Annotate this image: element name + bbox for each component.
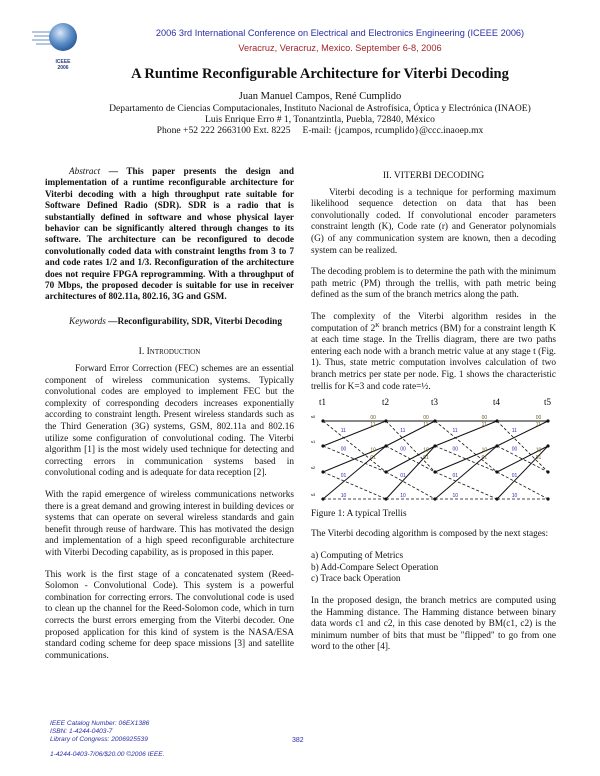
section-heading-viterbi: II. VITERBI DECODING	[382, 170, 485, 181]
trellis-node	[321, 497, 324, 500]
trellis-node	[495, 470, 498, 473]
page-number: 382	[292, 737, 304, 744]
trellis-node	[546, 419, 549, 422]
trellis-node	[433, 470, 436, 473]
isbn: ISBN: 1-4244-0403-7	[50, 728, 113, 736]
branch-label: 01	[511, 472, 518, 479]
trellis-node	[495, 444, 498, 447]
stage-item: a) Computing of Metrics	[311, 551, 404, 562]
branch-label: 10	[452, 493, 459, 500]
trellis-node	[433, 444, 436, 447]
branch-label: 01	[481, 454, 488, 461]
catalog-number: IEEE Catalog Number: 06EX1386	[50, 720, 150, 727]
conference-name: 2006 3rd International Conference on Electrical and Electronics Engineering (ICEEE 2006)	[155, 28, 525, 38]
authors: Juan Manuel Campos, René Cumplido	[238, 91, 402, 102]
viterbi-paragraph: The decoding problem is to determine the path with the minimum path metric (PM) through the trellis, with path metric being defined as the sum of the branch metrics along the path.	[311, 267, 556, 301]
text-run: branch metrics (BM) for a constraint length K at each time stage. In the Trellis diagram, there are two paths entering each node with a branch metric value at any stage t (Fig. 1). Thus, state metric computation involves calculation of two branch metrics per state per node. Fig. 1 shows the characteristic trellis for K=3 and code rate=½.	[311, 323, 556, 392]
intro-paragraph: With the rapid emergence of wireless communications networks there is a great demand and growing interest in building devices or systems that can operate on several wireless standards and gain benefit through reuse of hardware. This has motivated the design and implementation of a high speed reconfigurable architecture with Viterbi Decoding capability, as is proposed in this paper.	[45, 490, 294, 558]
trellis-node	[433, 419, 436, 422]
state-label: s3	[311, 492, 316, 498]
abstract-text: — This paper presents the design and implementation of a runtime reconfigurable architecture for Viterbi decoding with a high throughput rate suitable for Software Defined Radio (SDR). SDR is a radio that is substantially defined in software and whose physical layer behavior can be significantly altered through changes to its software. The architecture can be reconfigured to decode convolutionally coded data with constraint lengths from 3 to 7 and code rates 1/2 and 1/3. Reconfiguration of the architecture does not require FPGA reprogramming. With a throughput of 70 Mbps, the proposed decoder is suitable for use in receiver architectures of 802.11a, 802.16, 3G and GSM.	[45, 166, 294, 302]
trellis-node	[321, 444, 324, 447]
branch-label: 00	[452, 446, 459, 453]
branch-label: 00	[481, 415, 488, 422]
branch-label: 11	[370, 422, 376, 429]
branch-label: 00	[511, 446, 518, 453]
branch-label: 01	[340, 472, 347, 479]
trellis-branch	[386, 472, 435, 499]
branch-label: 00	[400, 446, 406, 453]
branch-label: 00	[423, 415, 429, 422]
trellis-node	[433, 497, 436, 500]
branch-label: 01	[370, 454, 376, 461]
text-run: The complexity of the Viterbi algorithm resides in the computation of 2	[311, 311, 556, 334]
affiliation: Departamento de Ciencias Computacionales, Instituto Nacional de Astrofísica, Óptica y Electrónica (INAOE)	[109, 103, 531, 114]
trellis-diagram	[311, 395, 556, 505]
branch-label: 10	[535, 447, 542, 454]
keywords-text: —Reconfigurability, SDR, Viterbi Decoding	[105, 316, 282, 327]
contact: Phone +52 222 2663100 Ext. 8225 E-mail: {jcampos, rcumplido}@ccc.inaoep.mx	[156, 125, 484, 136]
trellis-node	[384, 419, 387, 422]
time-label: t1	[319, 397, 327, 408]
branch-label: 00	[340, 446, 347, 453]
branch-label: 10	[370, 447, 376, 454]
branch-label: 10	[423, 447, 429, 454]
branch-label: 11	[423, 422, 429, 429]
trellis-branch	[497, 472, 548, 499]
paper-title: A Runtime Reconfigurable Architecture for Viterbi Decoding	[131, 66, 509, 82]
time-label: t4	[493, 397, 501, 408]
trellis-node	[321, 419, 324, 422]
trellis-branch	[323, 421, 386, 446]
conference-location: Veracruz, Veracruz, Mexico. September 6-8, 2006	[238, 43, 442, 53]
branch-label: 01	[400, 472, 406, 479]
trellis-branch	[323, 446, 386, 499]
state-label: s2	[311, 465, 316, 471]
branch-label: 10	[400, 493, 406, 500]
state-label: s1	[311, 439, 316, 445]
branch-label: 11	[481, 422, 487, 429]
trellis-node	[384, 497, 387, 500]
branch-label: 01	[452, 472, 459, 479]
intro-paragraph: Forward Error Correction (FEC) schemes are an essential component of wireless communication systems. Typically convolutional codes are employed to implement FEC but the complexity of corresponding decoders increases exponentially according to constraint length. Present wireless standards such as the Third Generation (3G) systems, GSM, 802.11a and 802.16 utilize some configuration of convolutional coding. The Viterbi algorithm [1] is the most widely used technique for detecting and correcting errors in communication systems based in convolutional coding and is adequate for data reception [2].	[45, 364, 294, 479]
section-heading-introduction: I. Introduction	[138, 346, 201, 358]
branch-label: 01	[535, 454, 542, 461]
abstract-label: Abstract	[69, 166, 101, 176]
stage-list	[311, 551, 556, 586]
trellis-node	[546, 470, 549, 473]
left-column	[45, 166, 294, 662]
trellis-branch	[435, 421, 497, 472]
logo-text-line: ICEEE	[55, 59, 71, 65]
branch-label: 11	[452, 427, 458, 434]
branch-label: 11	[400, 427, 406, 434]
keywords	[45, 317, 294, 329]
address: Luis Enrique Erro # 1, Tonantzintla, Puebla, 72840, México	[205, 114, 435, 125]
abstract	[45, 166, 294, 303]
trellis-node	[384, 470, 387, 473]
trellis-node	[321, 470, 324, 473]
branch-label: 11	[535, 422, 541, 429]
intro-paragraph: This work is the first stage of a concatenated system (Reed-Solomon - Convolutional Code). This system is a powerful combination for correcting errors. The convolutional code is used to clean up the channel for the Reed-Solomon code, which in turn corrects the burst errors emerging from the Viterbi decoder. One proposed application for this kind of system is the NASA/ESA standard coding scheme for deep space missions [3] and satellite communications.	[45, 569, 294, 661]
right-column	[311, 170, 556, 654]
branch-label: 10	[340, 493, 347, 500]
viterbi-paragraph: In the proposed design, the branch metrics are computed using the Hamming distance. The Hamming distance between binary data words c1 and c2, in this case denoted by BM(c1, c2) is the minimum number of bits that must be "flipped" to go from one word to the other [4].	[311, 596, 556, 653]
branch-label: 00	[535, 415, 542, 422]
trellis-node	[546, 444, 549, 447]
viterbi-paragraph	[311, 312, 556, 393]
branch-label: 00	[370, 415, 376, 422]
keywords-label: Keywords	[69, 316, 106, 327]
trellis-branch	[435, 421, 497, 446]
branch-label: 10	[511, 493, 518, 500]
viterbi-paragraph: The Viterbi decoding algorithm is composed by the next stages:	[311, 528, 549, 539]
trellis-node	[546, 497, 549, 500]
logo-text-line: 2006	[57, 65, 69, 71]
copyright: 1-4244-0403-7/06/$20.00 ©2006 IEEE.	[50, 750, 165, 758]
trellis-node	[495, 497, 498, 500]
viterbi-paragraph: Viterbi decoding is a technique for performing maximum likelihood sequence detection on data that has been convolutionally coded. If convolutional encoder parameters constraint length (K), Code rate (r) and Generator polynomials (G) of any communication system are known, then a decoding system can be realized.	[311, 187, 556, 256]
trellis-branch	[323, 421, 386, 472]
branch-label: 11	[511, 427, 517, 434]
branch-label: 10	[481, 447, 488, 454]
superscript: K	[375, 322, 380, 329]
figure-caption: Figure 1: A typical Trellis	[311, 509, 407, 520]
trellis-node	[495, 419, 498, 422]
iceee-logo	[30, 20, 78, 71]
trellis-branch	[435, 446, 497, 499]
footer-publication-info	[50, 720, 164, 759]
trellis-branch	[435, 472, 497, 499]
stage-item: b) Add-Compare Select Operation	[311, 562, 439, 573]
trellis-branch	[323, 472, 386, 499]
globe-icon	[30, 20, 78, 54]
time-label: t3	[431, 397, 439, 408]
time-label: t5	[544, 397, 552, 408]
branch-label: 11	[340, 427, 346, 434]
time-label: t2	[382, 397, 390, 408]
library-of-congress: Library of Congress: 2006925539	[50, 736, 148, 744]
stage-item: c) Trace back Operation	[311, 574, 401, 585]
state-label: s0	[311, 414, 316, 420]
trellis-node	[384, 444, 387, 447]
branch-label: 01	[423, 454, 429, 461]
